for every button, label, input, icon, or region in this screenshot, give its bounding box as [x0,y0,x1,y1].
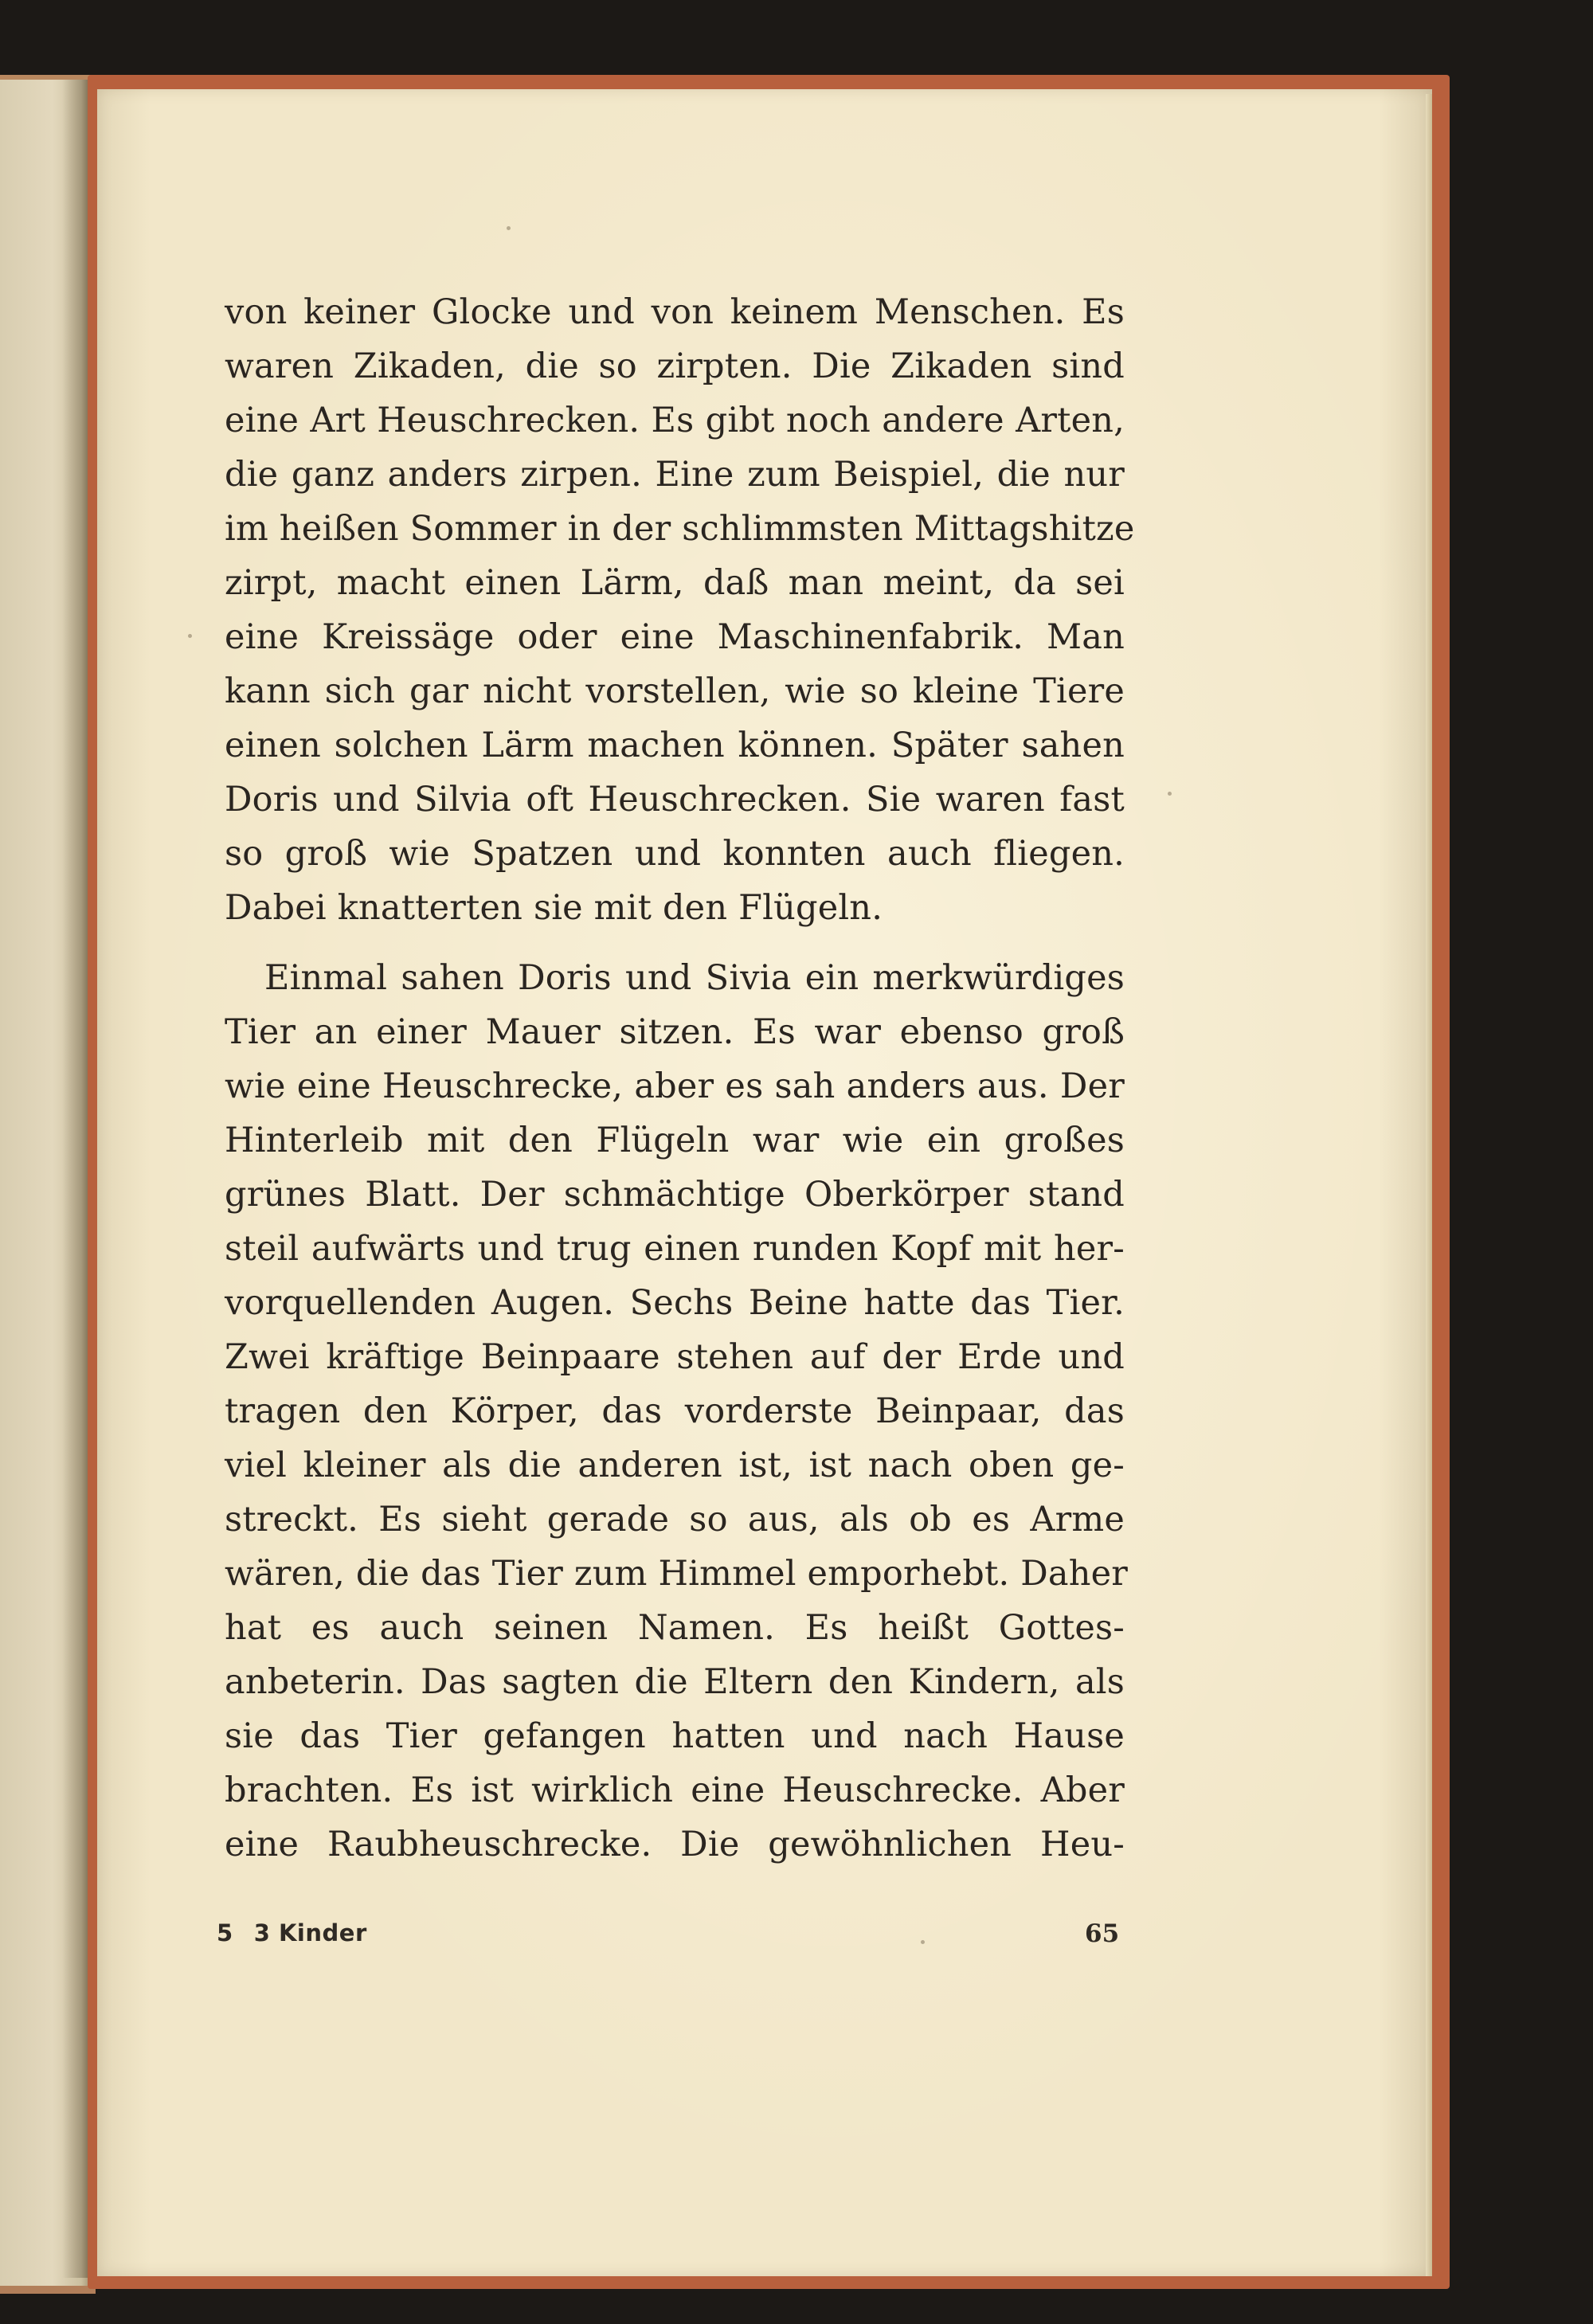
text-line: viel kleiner als die anderen ist, ist nach oben ge- [225,1446,1125,1485]
text-line: grünes Blatt. Der schmächtige Oberkörper stand [225,1175,1125,1215]
text-line: einen solchen Lärm machen können. Später sahen [225,726,1125,765]
paper-speck [188,634,192,638]
text-line: anbeterin. Das sagten die Eltern den Kindern, als [225,1662,1125,1702]
text-line: vorquellenden Augen. Sechs Beine hatte das Tier. [225,1283,1125,1323]
signature-title: 3 Kinder [253,1919,367,1946]
text-line: eine Art Heuschrecken. Es gibt noch andere Arten, [225,401,1125,440]
text-line: brachten. Es ist wirklich eine Heuschrecke. Aber [225,1770,1125,1810]
text-line: im heißen Sommer in der schlimmsten Mittagshitze [225,509,1135,549]
text-line: streckt. Es sieht gerade so aus, als ob es Arme [225,1500,1125,1540]
text-line: eine Raubheuschrecke. Die gewöhnlichen Heu- [225,1825,1125,1864]
text-line: Einmal sahen Doris und Sivia ein merkwürdiges [264,958,1125,998]
text-line: hat es auch seinen Namen. Es heißt Gottes- [225,1608,1125,1648]
text-line: von keiner Glocke und von keinem Menschen. Es [225,292,1125,332]
body-text [225,285,1135,1872]
text-line: Hinterleib mit den Flügeln war wie ein großes [225,1121,1125,1160]
page-stack-edge [1426,94,1432,2276]
text-line: Zwei kräftige Beinpaare stehen auf der Erde und [225,1337,1125,1377]
text-line: Dabei knatterten sie mit den Flügeln. [225,888,883,928]
text-line: tragen den Körper, das vorderste Beinpaar, das [225,1391,1125,1431]
text-line: eine Kreissäge oder eine Maschinenfabrik. Man [225,617,1125,657]
text-line: Doris und Silvia oft Heuschrecken. Sie waren fast [225,780,1125,820]
text-line: waren Zikaden, die so zirpten. Die Zikaden sind [225,346,1125,386]
text-line: so groß wie Spatzen und konnten auch fliegen. [225,834,1125,874]
paper-speck [507,226,511,230]
paper-speck [1168,792,1172,796]
paragraph-gap [225,935,1125,951]
text-line: wären, die das Tier zum Himmel emporhebt. Daher [225,1554,1129,1594]
text-line: Tier an einer Mauer sitzen. Es war ebenso groß [225,1012,1125,1052]
text-line: wie eine Heuschrecke, aber es sah anders aus. Der [225,1066,1125,1106]
text-line: steil aufwärts und trug einen runden Kopf mit her- [225,1229,1125,1269]
text-line: kann sich gar nicht vorstellen, wie so kleine Tiere [225,671,1125,711]
paper-speck [921,1940,925,1944]
signature-number: 5 [217,1919,233,1946]
text-line: zirpt, macht einen Lärm, daß man meint, da sei [225,563,1125,603]
text-line: die ganz anders zirpen. Eine zum Beispiel, die nur [225,455,1125,495]
text-line: sie das Tier gefangen hatten und nach Hause [225,1716,1125,1756]
page-number: 65 [1085,1919,1120,1948]
footer-signature-mark [217,1919,367,1946]
